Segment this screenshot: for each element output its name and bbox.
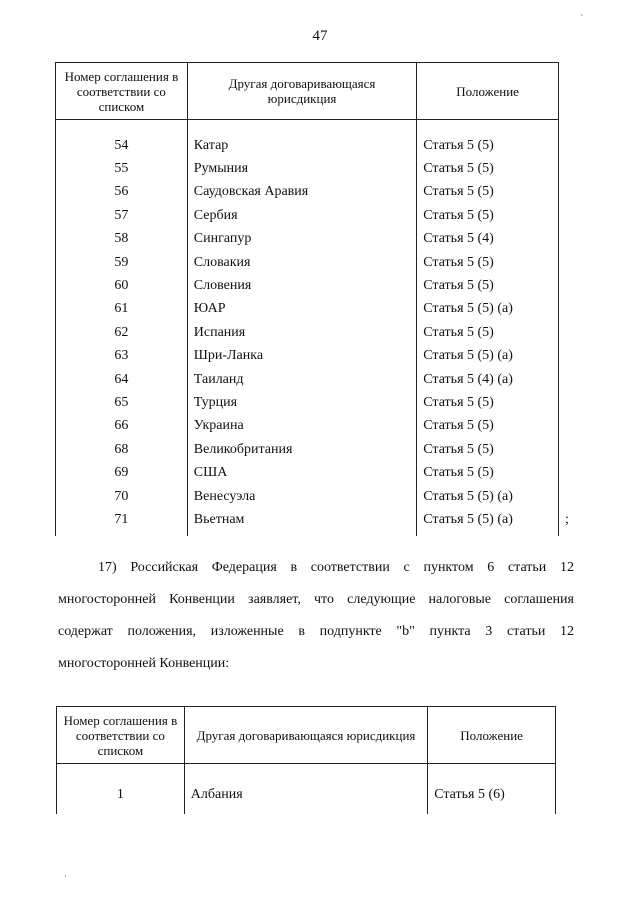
- table-row: [56, 228, 559, 251]
- provision-cell: Статья 5 (5): [417, 415, 559, 438]
- agreement-number-cell: 56: [56, 181, 188, 204]
- header-jurisdiction: Другая договаривающаяся юрисдикция: [187, 63, 416, 120]
- jurisdiction-cell: Сербия: [187, 204, 416, 227]
- table-row: [56, 120, 559, 158]
- provision-cell: Статья 5 (5): [417, 157, 559, 180]
- table-row: [57, 764, 556, 815]
- agreement-number-cell: 61: [56, 298, 188, 321]
- table-row: [56, 204, 559, 227]
- agreement-number-cell: 69: [56, 461, 188, 484]
- provision-cell: Статья 5 (4) (а): [417, 368, 559, 391]
- table-body: [57, 764, 556, 815]
- provision-cell: Статья 5 (5) (а): [417, 345, 559, 368]
- table-row: [56, 391, 559, 414]
- header-provision: Положение: [428, 707, 556, 764]
- table-body: [56, 120, 559, 536]
- jurisdiction-cell: Словения: [187, 274, 416, 297]
- page-number: 47: [312, 28, 328, 44]
- jurisdiction-cell: США: [187, 461, 416, 484]
- agreement-number-cell: 1: [57, 764, 185, 815]
- agreement-number-cell: 63: [56, 345, 188, 368]
- table-row: [56, 345, 559, 368]
- clause-17-paragraph: 17) Российская Федерация в соответствии с пунктом 6 статьи 12 многосторонней Конвенции заявляет, что следующие налоговые соглашения содержат положения, изложенные в подпункте "b" пункта 3 статьи 12 многосторонней Конвенции:: [58, 560, 574, 671]
- agreement-number-cell: 57: [56, 204, 188, 227]
- agreement-number-cell: 60: [56, 274, 188, 297]
- table-header-row: [56, 63, 559, 120]
- header-provision: Положение: [417, 63, 559, 120]
- jurisdiction-cell: Испания: [187, 321, 416, 344]
- table-row: [56, 461, 559, 484]
- provision-cell: Статья 5 (5) (а): [417, 485, 559, 508]
- trailing-semicolon: ;: [565, 512, 569, 527]
- provision-cell: Статья 5 (5): [417, 120, 559, 158]
- agreements-table-1: [55, 62, 559, 536]
- jurisdiction-cell: Шри-Ланка: [187, 345, 416, 368]
- bottom-mark: ‚: [64, 868, 67, 878]
- provision-cell: Статья 5 (5): [417, 251, 559, 274]
- table-row: [56, 321, 559, 344]
- table-row: [56, 508, 559, 535]
- table-header-row: [57, 707, 556, 764]
- provision-cell: Статья 5 (5): [417, 274, 559, 297]
- agreements-table-2: [56, 706, 556, 814]
- provision-cell: Статья 5 (5): [417, 391, 559, 414]
- jurisdiction-cell: Катар: [187, 120, 416, 158]
- agreement-number-cell: 68: [56, 438, 188, 461]
- provision-cell: Статья 5 (5): [417, 321, 559, 344]
- jurisdiction-cell: Саудовская Аравия: [187, 181, 416, 204]
- jurisdiction-cell: Сингапур: [187, 228, 416, 251]
- table-row: [56, 438, 559, 461]
- provision-cell: Статья 5 (5) (а): [417, 298, 559, 321]
- provision-cell: Статья 5 (5): [417, 461, 559, 484]
- jurisdiction-cell: Турция: [187, 391, 416, 414]
- agreement-number-cell: 54: [56, 120, 188, 158]
- header-agreement-number: Номер соглашения в соответствии со списком: [57, 707, 185, 764]
- corner-mark: `: [580, 14, 584, 25]
- agreement-number-cell: 65: [56, 391, 188, 414]
- jurisdiction-cell: Венесуэла: [187, 485, 416, 508]
- provision-cell: Статья 5 (4): [417, 228, 559, 251]
- jurisdiction-cell: Вьетнам: [187, 508, 416, 535]
- table-row: [56, 181, 559, 204]
- jurisdiction-cell: Албания: [184, 764, 427, 815]
- agreement-number-cell: 55: [56, 157, 188, 180]
- jurisdiction-cell: Словакия: [187, 251, 416, 274]
- provision-cell: Статья 5 (5) (а): [417, 508, 559, 535]
- provision-cell: Статья 5 (5): [417, 204, 559, 227]
- header-jurisdiction: Другая договаривающаяся юрисдикция: [184, 707, 427, 764]
- table-row: [56, 157, 559, 180]
- agreement-number-cell: 66: [56, 415, 188, 438]
- table-row: [56, 415, 559, 438]
- jurisdiction-cell: Украина: [187, 415, 416, 438]
- table-row: [56, 485, 559, 508]
- table-row: [56, 368, 559, 391]
- table-row: [56, 274, 559, 297]
- agreement-number-cell: 64: [56, 368, 188, 391]
- agreement-number-cell: 71: [56, 508, 188, 535]
- provision-cell: Статья 5 (6): [428, 764, 556, 815]
- provision-cell: Статья 5 (5): [417, 438, 559, 461]
- agreement-number-cell: 58: [56, 228, 188, 251]
- table-row: [56, 298, 559, 321]
- jurisdiction-cell: ЮАР: [187, 298, 416, 321]
- agreement-number-cell: 59: [56, 251, 188, 274]
- provision-cell: Статья 5 (5): [417, 181, 559, 204]
- jurisdiction-cell: Великобритания: [187, 438, 416, 461]
- jurisdiction-cell: Румыния: [187, 157, 416, 180]
- header-agreement-number: Номер соглашения в соответствии со списком: [56, 63, 188, 120]
- table-row: [56, 251, 559, 274]
- agreement-number-cell: 62: [56, 321, 188, 344]
- agreement-number-cell: 70: [56, 485, 188, 508]
- jurisdiction-cell: Таиланд: [187, 368, 416, 391]
